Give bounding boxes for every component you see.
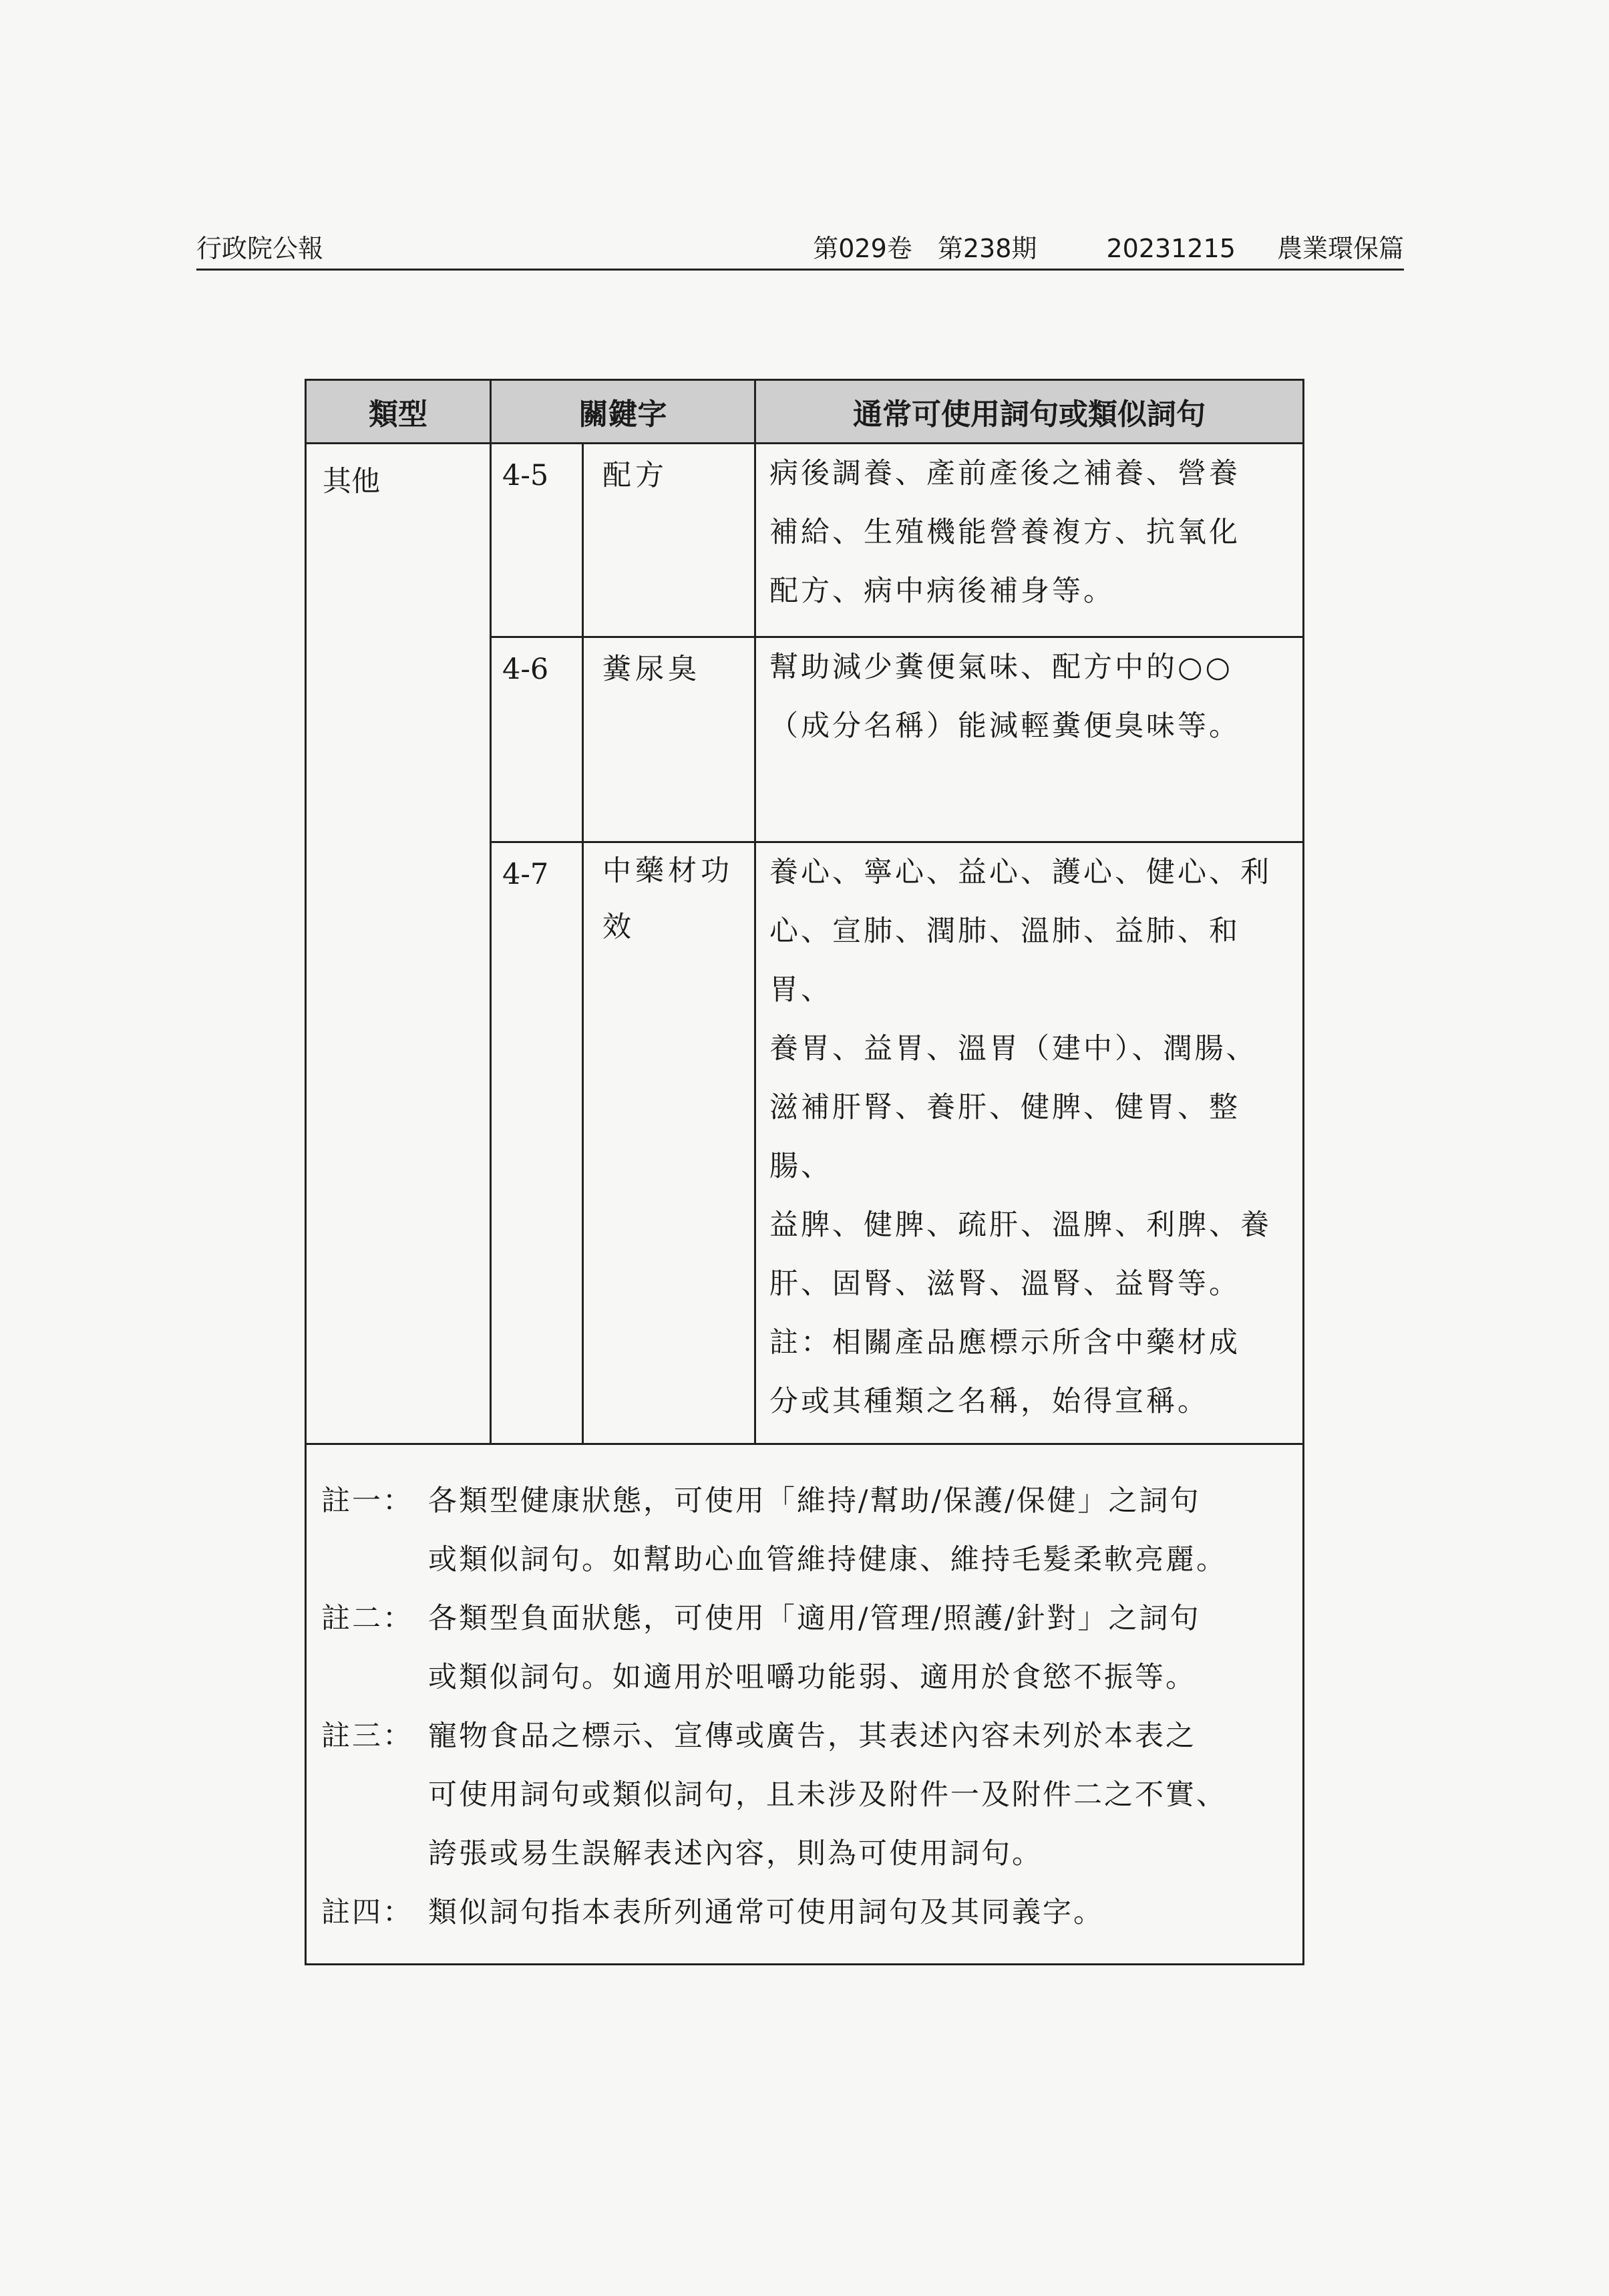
note-text: 或類似詞句。如幫助心血管維持健康、維持毛髮柔軟亮麗。 bbox=[428, 1543, 1227, 1577]
header-phrases: 通常可使用詞句或類似詞句 bbox=[755, 380, 1304, 444]
row-id: 4-7 bbox=[491, 842, 583, 1444]
note-item bbox=[321, 1472, 1286, 1589]
header-type: 類型 bbox=[306, 380, 491, 444]
table-row bbox=[306, 444, 1304, 637]
header-keyword: 關鍵字 bbox=[491, 380, 755, 444]
issue-date: 20231215 bbox=[1106, 234, 1236, 263]
notes-row bbox=[306, 1444, 1304, 1965]
note-text: 類似詞句指本表所列通常可使用詞句及其同義字。 bbox=[428, 1896, 1104, 1929]
category-cell: 其他 bbox=[306, 444, 491, 1444]
issue-info bbox=[795, 228, 1404, 265]
note-label: 註三： bbox=[321, 1719, 413, 1753]
page-header bbox=[196, 230, 1404, 271]
wording-table bbox=[305, 379, 1304, 1965]
table-header-row bbox=[306, 380, 1304, 444]
note-text: 寵物食品之標示、宣傳或廣告，其表述內容未列於本表之 bbox=[428, 1719, 1196, 1753]
section-name: 農業環保篇 bbox=[1276, 234, 1404, 263]
volume: 第029卷 bbox=[813, 234, 912, 263]
row-keyword: 中藥材功 效 bbox=[583, 842, 755, 1444]
row-note: 分或其種類之名稱，始得宣稱。 bbox=[769, 1385, 1209, 1418]
row-id: 4-5 bbox=[491, 444, 583, 637]
row-phrases: 幫助減少糞便氣味、配方中的○○ （成分名稱）能減輕糞便臭味等。 bbox=[755, 637, 1304, 842]
note-text: 可使用詞句或類似詞句，且未涉及附件一及附件二之不實、 bbox=[428, 1778, 1227, 1812]
note-label: 註四： bbox=[321, 1896, 413, 1929]
note-item bbox=[321, 1589, 1286, 1707]
publisher-name: 行政院公報 bbox=[196, 234, 324, 263]
notes-cell bbox=[306, 1444, 1304, 1965]
note-item bbox=[321, 1883, 1286, 1942]
note-text: 各類型負面狀態，可使用「適用/管理/照護/針對」之詞句 bbox=[428, 1602, 1201, 1635]
row-keyword: 糞尿臭 bbox=[583, 637, 755, 842]
row-id: 4-6 bbox=[491, 637, 583, 842]
row-phrases: 養心、寧心、益心、護心、健心、利 心、宣肺、潤肺、溫肺、益肺、和胃、 養胃、益胃、溫胃（建中）、潤腸、 滋補肝腎、養肝、健脾、健胃、整腸、 益脾、健脾、疏肝、溫脾、利脾、養 肝、固腎、滋腎、溫腎、益腎等。 註：相關產品應標示所含中藥材成 分或其種類之名稱，始得宣稱。 bbox=[755, 842, 1304, 1444]
issue-number: 第238期 bbox=[937, 234, 1037, 263]
note-item bbox=[321, 1707, 1286, 1883]
note-text: 誇張或易生誤解表述內容，則為可使用詞句。 bbox=[428, 1837, 1043, 1870]
note-label: 註二： bbox=[321, 1602, 413, 1635]
row-keyword: 配方 bbox=[583, 444, 755, 637]
note-label: 註一： bbox=[321, 1484, 413, 1518]
row-phrases: 病後調養、產前產後之補養、營養 補給、生殖機能營養複方、抗氧化 配方、病中病後補身等。 bbox=[755, 444, 1304, 637]
row-note: 註：相關產品應標示所含中藥材成 bbox=[769, 1326, 1240, 1359]
note-text: 或類似詞句。如適用於咀嚼功能弱、適用於食慾不振等。 bbox=[428, 1661, 1196, 1694]
note-text: 各類型健康狀態，可使用「維持/幫助/保護/保健」之詞句 bbox=[428, 1484, 1201, 1518]
